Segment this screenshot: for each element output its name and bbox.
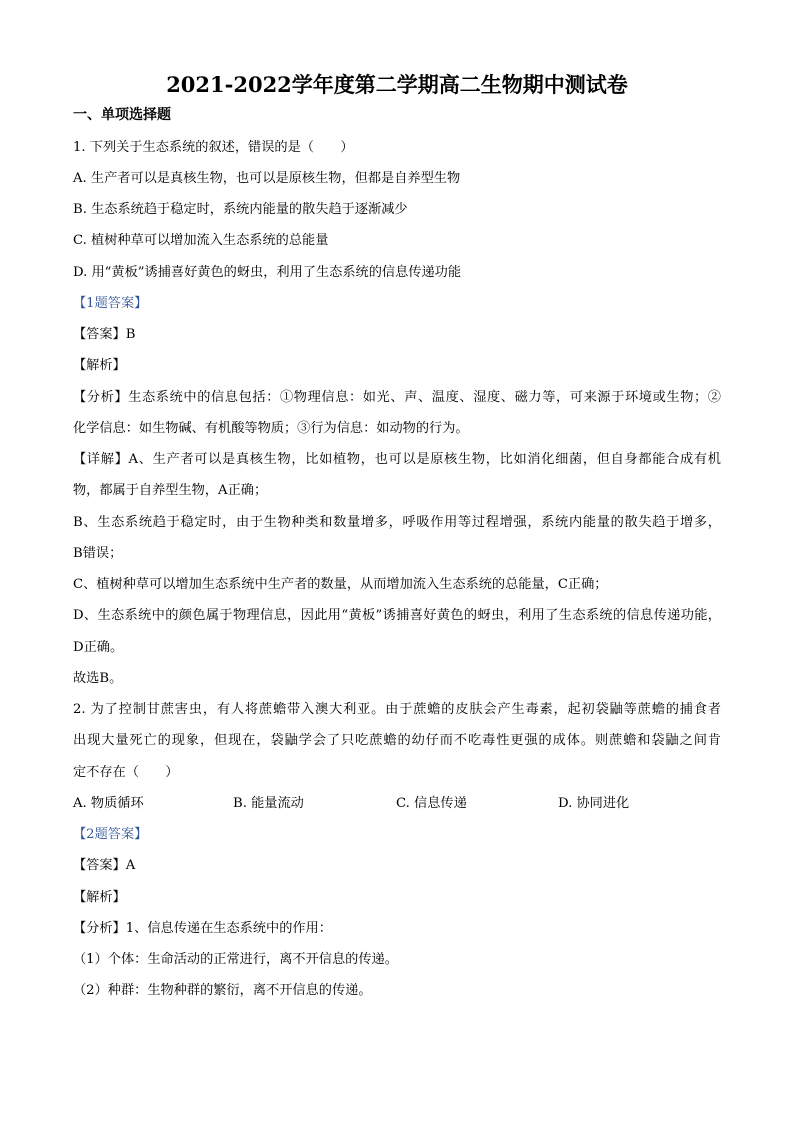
q1-analysis-line: B错误；	[73, 545, 123, 561]
q1-analysis-header: 【解析】	[73, 358, 126, 374]
q2-stem-line: 2. 为了控制甘蔗害虫，有人将蔗蟾带入澳大利亚。由于蔗蟾的皮肤会产生毒素，起初袋鼬等蔗蟾的捕食者	[73, 702, 721, 717]
q2-option-c: C. 信息传递	[396, 795, 467, 811]
q1-analysis-line: 物，都属于自养型生物，A正确；	[73, 483, 268, 499]
q2-analysis-line: 【分析】1、信息传递在生态系统中的作用：	[73, 920, 332, 936]
q1-option-b: B. 生态系统趋于稳定时，系统内能量的散失趋于逐渐减少	[73, 202, 408, 217]
q1-analysis-line: D、生态系统中的颜色属于物理信息，因此用“黄板”诱捕喜好黄色的蚜虫，利用了生态系统的信息传递功能，	[73, 608, 721, 624]
q2-stem-line: 出现大量死亡的现象，但现在，袋鼬学会了只吃蔗蟾的幼仔而不吃毒性更强的成体。则蔗蟾和袋鼬之间肯	[73, 733, 721, 749]
q1-analysis-line: D正确。	[73, 639, 124, 655]
q1-answer-header: 【1题答案】	[73, 295, 148, 311]
q2-stem-line: 定不存在（ ）	[73, 764, 179, 780]
q1-analysis-line: 化学信息：如生物碱、有机酸等物质；③行为信息：如动物的行为。	[73, 420, 469, 436]
q2-analysis-line: （1）个体：生命活动的正常进行，离不开信息的传递。	[73, 952, 398, 967]
q2-answer: 【答案】A	[73, 858, 136, 874]
q1-answer: 【答案】B	[73, 327, 136, 342]
q2-option-d: D. 协同进化	[558, 795, 630, 811]
q2-options-row	[73, 788, 721, 819]
q1-stem: 1. 下列关于生态系统的叙述，错误的是（ ）	[73, 139, 354, 155]
exam-title: 2021-2022学年度第二学期高二生物期中测试卷	[166, 72, 628, 97]
q1-option-c: C. 植树种草可以增加流入生态系统的总能量	[73, 233, 329, 249]
q1-option-d: D. 用“黄板”诱捕喜好黄色的蚜虫，利用了生态系统的信息传递功能	[73, 264, 462, 280]
q2-option-b: B. 能量流动	[233, 795, 304, 811]
q1-analysis-line: 【详解】A、生产者可以是真核生物，比如植物，也可以是原核生物，比如消化细菌，但自身都能合成有机	[73, 452, 721, 467]
q1-option-a: A. 生产者可以是真核生物，也可以是原核生物，但都是自养型生物	[73, 170, 461, 186]
q2-answer-header: 【2题答案】	[73, 827, 148, 842]
q1-analysis-line: 【分析】生态系统中的信息包括：①物理信息：如光、声、温度、湿度、磁力等，可来源于环境或生物；②	[73, 389, 721, 405]
q1-analysis-line: B、生态系统趋于稳定时，由于生物种类和数量增多，呼吸作用等过程增强，系统内能量的散失趋于增多，	[73, 514, 721, 530]
q1-conclusion: 故选B。	[73, 670, 123, 686]
q2-option-a: A. 物质循环	[73, 795, 144, 811]
document-body	[73, 69, 721, 1007]
q2-analysis-header: 【解析】	[73, 889, 126, 905]
q2-analysis-line: （2）种群：生物种群的繁衍，离不开信息的传递。	[73, 983, 372, 999]
q1-analysis-line: C、植树种草可以增加生态系统中生产者的数量，从而增加流入生态系统的总能量，C正确；	[73, 577, 608, 592]
section-heading: 一、单项选择题	[73, 107, 171, 124]
